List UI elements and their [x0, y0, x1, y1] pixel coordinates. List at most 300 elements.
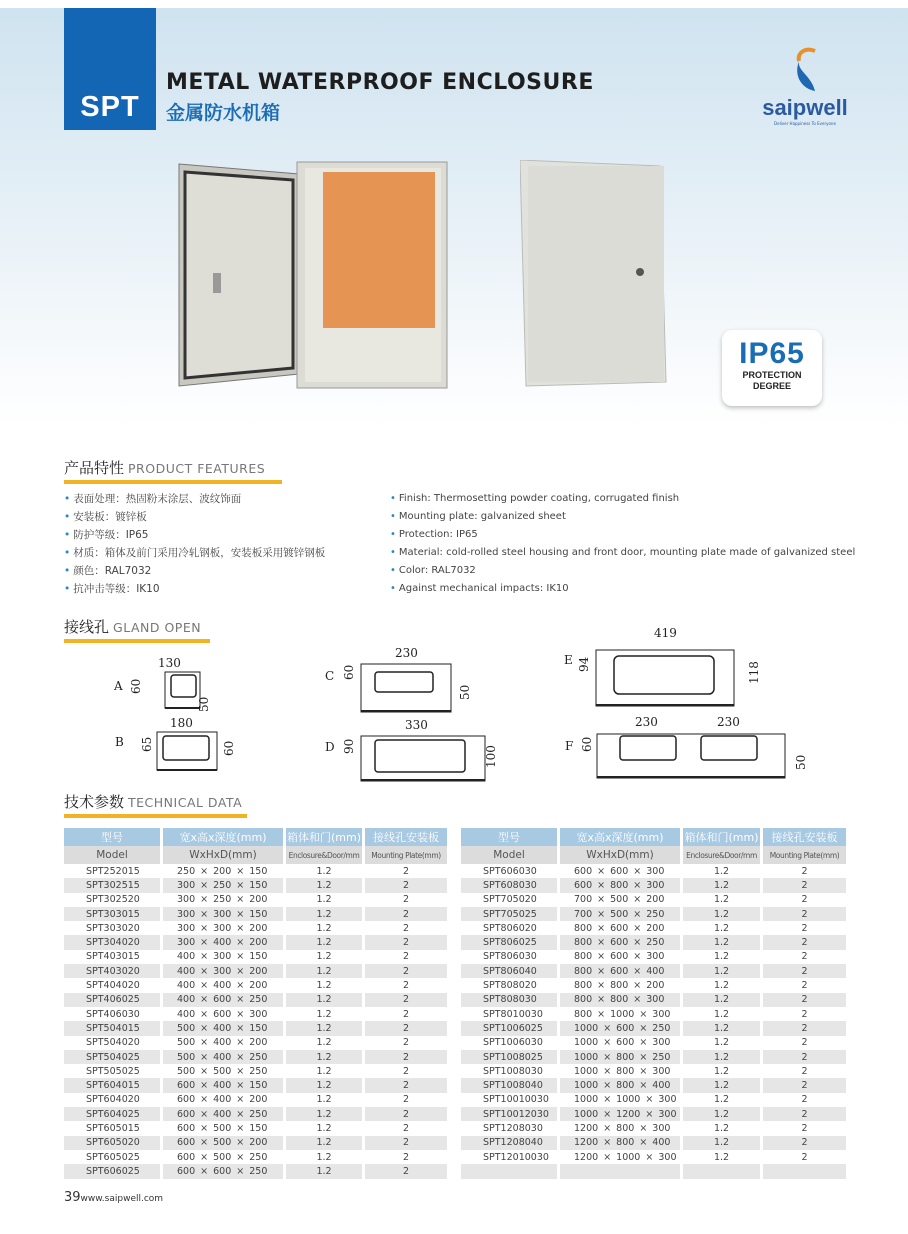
model-cell: SPT808030	[461, 993, 557, 1007]
model-cell: SPT302515	[64, 878, 160, 892]
mounting-plate-cell: 2	[801, 1037, 808, 1049]
enclosure-thickness-cell: 1.2	[683, 878, 760, 892]
enclosure-thickness-cell: 1.2	[713, 865, 730, 877]
mounting-plate-cell: 2	[402, 1008, 410, 1020]
table-row	[461, 1007, 846, 1021]
col-header: 接线孔安装板	[365, 828, 447, 846]
mounting-plate-cell: 2	[365, 1164, 447, 1178]
enclosure-thickness-cell: 1.2	[286, 878, 362, 892]
brand-tagline: Deliver Happiness To Everyone	[774, 121, 836, 126]
mounting-plate-cell: 2	[763, 964, 846, 978]
model-cell: SPT606030	[483, 865, 537, 877]
mounting-plate-cell: 2	[365, 907, 447, 921]
dimensions-cell: 600 × 400 × 250	[163, 1107, 283, 1121]
model-cell: SPT303015	[64, 907, 160, 921]
heading-en: PRODUCT FEATURES	[128, 461, 266, 476]
enclosure-thickness-cell: 1.2	[286, 935, 362, 949]
enclosure-thickness-cell: 1.2	[713, 1065, 730, 1077]
svg-text:60: 60	[129, 678, 143, 694]
enclosure-thickness-cell: 1.2	[286, 1164, 362, 1178]
enclosure-thickness-cell: 1.2	[683, 907, 760, 921]
dimensions-cell: 600 × 400 × 150	[163, 1078, 283, 1092]
mounting-plate-cell: 2	[763, 935, 846, 949]
table-row	[64, 907, 447, 921]
enclosure-thickness-cell: 1.2	[286, 993, 362, 1007]
logo-swan-icon	[785, 45, 825, 95]
model-cell: SPT608030	[461, 878, 557, 892]
table-row	[461, 1121, 846, 1135]
dimensions-cell: 800 × 600 × 300	[574, 951, 665, 963]
enclosure-thickness-cell: 1.2	[316, 980, 332, 992]
mounting-plate-cell: 2	[402, 865, 410, 877]
table-row	[461, 921, 846, 935]
enclosure-thickness-cell: 1.2	[713, 1037, 730, 1049]
col-header: Enclosure&Door/mm	[286, 846, 362, 864]
table-row	[461, 1078, 846, 1092]
table-row	[461, 964, 846, 978]
model-cell: SPT505025	[86, 1065, 140, 1077]
enclosure-thickness-cell: 1.2	[286, 1050, 362, 1064]
table-row	[64, 878, 447, 892]
model-cell: SPT252015	[86, 865, 140, 877]
dimensions-cell: 400 × 600 × 300	[177, 1008, 268, 1020]
mounting-plate-cell: 2	[801, 1008, 808, 1020]
table-row	[461, 864, 846, 878]
enclosure-thickness-cell	[683, 1164, 760, 1178]
ip65-badge	[722, 330, 822, 406]
heading-cn: 接线孔	[64, 618, 110, 636]
svg-text:230: 230	[395, 646, 418, 660]
table-row	[461, 1150, 846, 1164]
model-cell: SPT808020	[483, 980, 537, 992]
dimensions-cell: 300 × 400 × 200	[163, 935, 283, 949]
dimensions-cell: 1200 × 800 × 400	[560, 1136, 680, 1150]
dimensions-cell: 1200 × 1000 × 300	[574, 1151, 677, 1163]
model-cell: SPT406025	[64, 993, 160, 1007]
col-header: WxHxD(mm)	[163, 846, 283, 864]
mounting-plate-cell: 2	[402, 1037, 410, 1049]
model-cell: SPT806020	[483, 922, 537, 934]
enclosure-thickness-cell: 1.2	[683, 1050, 760, 1064]
mounting-plate-cell: 2	[801, 1122, 808, 1134]
mounting-plate-cell: 2	[402, 922, 410, 934]
table-row	[461, 950, 846, 964]
feature-item: • Mounting plate: galvanized sheet	[390, 508, 855, 526]
mounting-plate-cell	[763, 1164, 846, 1178]
page-title-cn: 金属防水机箱	[166, 102, 281, 124]
svg-text:60: 60	[222, 740, 236, 756]
model-cell: SPT406030	[86, 1008, 140, 1020]
table-row	[461, 893, 846, 907]
dimensions-cell: 600 × 600 × 300	[574, 865, 665, 877]
svg-text:F: F	[565, 739, 574, 753]
heading-cn: 产品特性	[64, 459, 125, 477]
heading-en: TECHNICAL DATA	[128, 795, 243, 810]
dimensions-cell: 500 × 400 × 150	[163, 1021, 283, 1035]
gland-heading	[64, 616, 201, 637]
feature-item: • Finish: Thermosetting powder coating, corrugated finish	[390, 490, 855, 508]
model-cell: SPT1208030	[483, 1122, 543, 1134]
col-header: Mounting Plate(mm)	[763, 846, 846, 864]
svg-text:180: 180	[170, 716, 193, 730]
model-cell: SPT8010030	[483, 1008, 543, 1020]
svg-text:50: 50	[794, 754, 808, 770]
model-cell: SPT403015	[86, 951, 140, 963]
table-row	[64, 978, 447, 992]
model-cell: SPT806040	[461, 964, 557, 978]
open-enclosure-image	[175, 158, 455, 390]
enclosure-thickness-cell: 1.2	[286, 1136, 362, 1150]
table-row	[461, 1136, 846, 1150]
mounting-plate-cell: 2	[763, 1136, 846, 1150]
mounting-plate-cell: 2	[801, 1151, 808, 1163]
dimensions-cell: 600 × 500 × 250	[177, 1151, 268, 1163]
enclosure-thickness-cell: 1.2	[683, 1136, 760, 1150]
dimensions-cell	[560, 1164, 680, 1178]
table-row	[64, 1136, 447, 1150]
svg-text:50: 50	[197, 696, 211, 712]
col-header: 型号	[64, 828, 160, 846]
svg-text:230: 230	[717, 715, 740, 729]
table-row	[461, 878, 846, 892]
mounting-plate-cell: 2	[365, 1078, 447, 1092]
mounting-plate-cell: 2	[365, 935, 447, 949]
gland-diagram-c	[325, 644, 475, 714]
mounting-plate-cell: 2	[763, 1078, 846, 1092]
model-cell: SPT302520	[86, 894, 140, 906]
mounting-plate-cell: 2	[801, 922, 808, 934]
dimensions-cell: 300 × 250 × 150	[163, 878, 283, 892]
table-row	[64, 935, 447, 949]
feature-item: • Color: RAL7032	[390, 562, 855, 580]
gland-diagram-f	[565, 712, 810, 780]
table-row	[64, 964, 447, 978]
heading-underline	[64, 480, 282, 484]
model-cell: SPT1006030	[483, 1037, 543, 1049]
dimensions-cell: 1000 × 800 × 250	[560, 1050, 680, 1064]
feature-item: • 抗冲击等级：IK10	[64, 580, 325, 598]
mounting-plate-cell: 2	[402, 980, 410, 992]
svg-text:60: 60	[580, 736, 594, 752]
mounting-plate-cell: 2	[801, 951, 808, 963]
enclosure-thickness-cell: 1.2	[683, 1078, 760, 1092]
enclosure-thickness-cell: 1.2	[286, 964, 362, 978]
feature-item: • 表面处理：热固粉末涂层、波纹饰面	[64, 490, 325, 508]
feature-item: • 安装板：镀锌板	[64, 508, 325, 526]
mounting-plate-cell: 2	[365, 1107, 447, 1121]
col-header: 箱体和门(mm)	[683, 828, 760, 846]
enclosure-thickness-cell: 1.2	[316, 894, 332, 906]
dimensions-cell: 700 × 500 × 200	[574, 894, 665, 906]
mounting-plate-cell: 2	[763, 1107, 846, 1121]
model-cell: SPT303020	[86, 922, 140, 934]
model-cell: SPT605025	[86, 1151, 140, 1163]
model-cell: SPT1008040	[461, 1078, 557, 1092]
dimensions-cell: 500 × 500 × 250	[177, 1065, 268, 1077]
enclosure-thickness-cell: 1.2	[316, 865, 332, 877]
heading-underline	[64, 639, 210, 643]
svg-text:C: C	[325, 669, 335, 683]
model-cell: SPT12010030	[483, 1151, 549, 1163]
gland-diagram-e	[560, 624, 780, 709]
mounting-plate-cell: 2	[365, 1136, 447, 1150]
svg-text:E: E	[564, 653, 573, 667]
dimensions-cell: 300 × 250 × 200	[177, 894, 268, 906]
mounting-plate-cell: 2	[763, 878, 846, 892]
brand-name: saipwell	[762, 95, 848, 120]
table-row	[461, 978, 846, 992]
feature-item: • Material: cold-rolled steel housing and front door, mounting plate made of galvanized steel	[390, 544, 855, 562]
enclosure-thickness-cell: 1.2	[316, 1094, 332, 1106]
gland-diagram-d	[325, 714, 500, 784]
mounting-plate-cell: 2	[763, 907, 846, 921]
table-row	[64, 993, 447, 1007]
mounting-plate-cell: 2	[763, 1021, 846, 1035]
svg-text:419: 419	[654, 626, 677, 640]
svg-text:330: 330	[405, 718, 428, 732]
col-header: Mounting Plate(mm)	[365, 846, 447, 864]
dimensions-cell: 800 × 600 × 200	[574, 922, 665, 934]
enclosure-thickness-cell: 1.2	[713, 980, 730, 992]
mounting-plate-cell: 2	[801, 1094, 808, 1106]
tech-table-left	[61, 828, 450, 1179]
ip-line2: DEGREE	[752, 381, 791, 391]
dimensions-cell: 400 × 300 × 200	[163, 964, 283, 978]
features-cn-list	[64, 490, 325, 598]
dimensions-cell: 1000 × 800 × 300	[574, 1065, 671, 1077]
col-header: Model	[461, 846, 557, 864]
enclosure-thickness-cell: 1.2	[713, 951, 730, 963]
model-cell: SPT504015	[64, 1021, 160, 1035]
svg-text:D: D	[325, 740, 335, 754]
feature-item: • Against mechanical impacts: IK10	[390, 580, 855, 598]
enclosure-thickness-cell: 1.2	[316, 951, 332, 963]
dimensions-cell: 500 × 400 × 250	[163, 1050, 283, 1064]
model-cell: SPT304020	[64, 935, 160, 949]
mounting-plate-cell: 2	[365, 964, 447, 978]
table-row	[64, 1121, 447, 1135]
dimensions-cell: 800 × 600 × 400	[560, 964, 680, 978]
mounting-plate-cell: 2	[365, 1050, 447, 1064]
enclosure-thickness-cell: 1.2	[713, 1008, 730, 1020]
dimensions-cell: 1000 × 1000 × 300	[574, 1094, 677, 1106]
table-row	[461, 1036, 846, 1050]
gland-diagram-a	[110, 652, 220, 712]
mounting-plate-cell: 2	[402, 1094, 410, 1106]
enclosure-thickness-cell: 1.2	[286, 907, 362, 921]
dimensions-cell: 600 × 500 × 200	[163, 1136, 283, 1150]
mounting-plate-cell: 2	[402, 1151, 410, 1163]
col-header: 箱体和门(mm)	[286, 828, 362, 846]
feature-item: • 防护等级：IP65	[64, 526, 325, 544]
table-row	[64, 1064, 447, 1078]
col-header: 接线孔安装板	[763, 828, 846, 846]
svg-text:100: 100	[484, 745, 498, 768]
col-header: Enclosure&Door/mm	[683, 846, 760, 864]
mounting-plate-cell: 2	[365, 878, 447, 892]
dimensions-cell: 300 × 300 × 200	[177, 922, 268, 934]
table-row	[64, 893, 447, 907]
mounting-plate-cell: 2	[763, 1050, 846, 1064]
table-row	[64, 1164, 447, 1178]
page-number: 39	[64, 1190, 81, 1205]
dimensions-cell: 300 × 300 × 150	[163, 907, 283, 921]
dimensions-cell: 600 × 600 × 250	[163, 1164, 283, 1178]
svg-text:118: 118	[747, 661, 761, 684]
dimensions-cell: 1000 × 600 × 250	[560, 1021, 680, 1035]
mounting-plate-cell: 2	[801, 865, 808, 877]
feature-item: • 颜色：RAL7032	[64, 562, 325, 580]
dimensions-cell: 400 × 400 × 200	[177, 980, 268, 992]
model-cell: SPT806025	[461, 935, 557, 949]
dimensions-cell: 400 × 600 × 250	[163, 993, 283, 1007]
model-cell: SPT10010030	[483, 1094, 549, 1106]
table-row	[461, 1064, 846, 1078]
model-cell: SPT605015	[86, 1122, 140, 1134]
features-en-list	[390, 490, 855, 598]
dimensions-cell: 600 × 800 × 300	[560, 878, 680, 892]
model-cell: SPT1006025	[461, 1021, 557, 1035]
table-row	[64, 1078, 447, 1092]
table-row	[461, 1164, 846, 1178]
enclosure-thickness-cell: 1.2	[713, 1094, 730, 1106]
tech-table-right	[458, 828, 849, 1179]
mounting-plate-cell: 2	[402, 894, 410, 906]
col-header: Model	[64, 846, 160, 864]
feature-item: • 材质：箱体及前门采用冷轧钢板，安装板采用镀锌钢板	[64, 544, 325, 562]
enclosure-thickness-cell: 1.2	[713, 894, 730, 906]
dimensions-cell: 700 × 500 × 250	[560, 907, 680, 921]
model-cell: SPT604020	[86, 1094, 140, 1106]
model-cell	[461, 1164, 557, 1178]
table-row	[64, 1107, 447, 1121]
series-badge: SPT	[64, 8, 156, 130]
enclosure-thickness-cell: 1.2	[286, 1078, 362, 1092]
svg-text:90: 90	[342, 738, 356, 754]
closed-enclosure-image	[520, 160, 670, 388]
model-cell: SPT1008025	[461, 1050, 557, 1064]
dimensions-cell: 800 × 800 × 300	[560, 993, 680, 1007]
table-row	[64, 1093, 447, 1107]
table-row	[64, 1050, 447, 1064]
dimensions-cell: 250 × 200 × 150	[177, 865, 268, 877]
col-header: WxHxD(mm)	[560, 846, 680, 864]
enclosure-thickness-cell: 1.2	[316, 1151, 332, 1163]
mounting-plate-cell: 2	[402, 1122, 410, 1134]
table-row	[461, 1050, 846, 1064]
model-cell: SPT605020	[64, 1136, 160, 1150]
table-row	[64, 1021, 447, 1035]
table-row	[64, 921, 447, 935]
col-header: 宽x高x深度(mm)	[560, 828, 680, 846]
table-row	[64, 1036, 447, 1050]
col-header: 型号	[461, 828, 557, 846]
mounting-plate-cell: 2	[365, 993, 447, 1007]
dimensions-cell: 500 × 400 × 200	[177, 1037, 268, 1049]
svg-text:94: 94	[577, 656, 591, 672]
svg-text:A: A	[114, 679, 123, 693]
model-cell: SPT504020	[86, 1037, 140, 1049]
mounting-plate-cell: 2	[763, 993, 846, 1007]
model-cell: SPT403020	[64, 964, 160, 978]
gland-diagram-b	[115, 714, 245, 774]
features-heading	[64, 457, 265, 478]
table-row	[64, 950, 447, 964]
model-cell: SPT604025	[64, 1107, 160, 1121]
feature-item: • Protection: IP65	[390, 526, 855, 544]
model-cell: SPT504025	[64, 1050, 160, 1064]
enclosure-thickness-cell: 1.2	[683, 935, 760, 949]
col-header: 宽x高x深度(mm)	[163, 828, 283, 846]
enclosure-thickness-cell: 1.2	[713, 1151, 730, 1163]
table-row	[461, 1107, 846, 1121]
dimensions-cell: 1000 × 600 × 300	[574, 1037, 671, 1049]
svg-text:230: 230	[635, 715, 658, 729]
table-row	[461, 907, 846, 921]
model-cell: SPT1008030	[483, 1065, 543, 1077]
enclosure-thickness-cell: 1.2	[683, 1107, 760, 1121]
dimensions-cell: 1200 × 800 × 300	[574, 1122, 671, 1134]
enclosure-thickness-cell: 1.2	[286, 1107, 362, 1121]
ip-rating: IP65	[739, 337, 805, 370]
mounting-plate-cell: 2	[365, 1021, 447, 1035]
table-row	[461, 993, 846, 1007]
table-row	[64, 1150, 447, 1164]
svg-text:B: B	[115, 735, 124, 749]
model-cell: SPT606025	[64, 1164, 160, 1178]
enclosure-thickness-cell: 1.2	[683, 993, 760, 1007]
mounting-plate-cell: 2	[801, 894, 808, 906]
dimensions-cell: 800 × 600 × 250	[560, 935, 680, 949]
heading-underline	[64, 814, 247, 818]
model-cell: SPT806030	[483, 951, 537, 963]
enclosure-thickness-cell: 1.2	[683, 1021, 760, 1035]
dimensions-cell: 400 × 300 × 150	[177, 951, 268, 963]
model-cell: SPT404020	[86, 980, 140, 992]
mounting-plate-cell: 2	[801, 980, 808, 992]
dimensions-cell: 600 × 500 × 150	[177, 1122, 268, 1134]
dimensions-cell: 1000 × 1200 × 300	[560, 1107, 680, 1121]
dimensions-cell: 800 × 1000 × 300	[574, 1008, 671, 1020]
table-row	[461, 935, 846, 949]
table-row	[461, 1093, 846, 1107]
enclosure-thickness-cell: 1.2	[316, 922, 332, 934]
heading-en: GLAND OPEN	[113, 620, 202, 635]
dimensions-cell: 1000 × 800 × 400	[560, 1078, 680, 1092]
enclosure-thickness-cell: 1.2	[713, 1122, 730, 1134]
enclosure-thickness-cell: 1.2	[683, 964, 760, 978]
tech-heading	[64, 791, 242, 812]
svg-text:60: 60	[342, 664, 356, 680]
enclosure-thickness-cell: 1.2	[713, 922, 730, 934]
mounting-plate-cell: 2	[801, 1065, 808, 1077]
brand-logo	[755, 45, 855, 126]
enclosure-thickness-cell: 1.2	[316, 1037, 332, 1049]
mounting-plate-cell: 2	[402, 1065, 410, 1077]
model-cell: SPT705025	[461, 907, 557, 921]
model-cell: SPT705020	[483, 894, 537, 906]
enclosure-thickness-cell: 1.2	[316, 1008, 332, 1020]
table-row	[461, 1021, 846, 1035]
ip-line1: PROTECTION	[742, 370, 802, 380]
website-link[interactable]: www.saipwell.com	[80, 1194, 164, 1204]
enclosure-thickness-cell: 1.2	[316, 1122, 332, 1134]
dimensions-cell: 600 × 400 × 200	[177, 1094, 268, 1106]
heading-cn: 技术参数	[64, 793, 125, 811]
svg-text:65: 65	[140, 736, 154, 752]
page-title: METAL WATERPROOF ENCLOSURE	[166, 70, 594, 95]
enclosure-thickness-cell: 1.2	[316, 1065, 332, 1077]
